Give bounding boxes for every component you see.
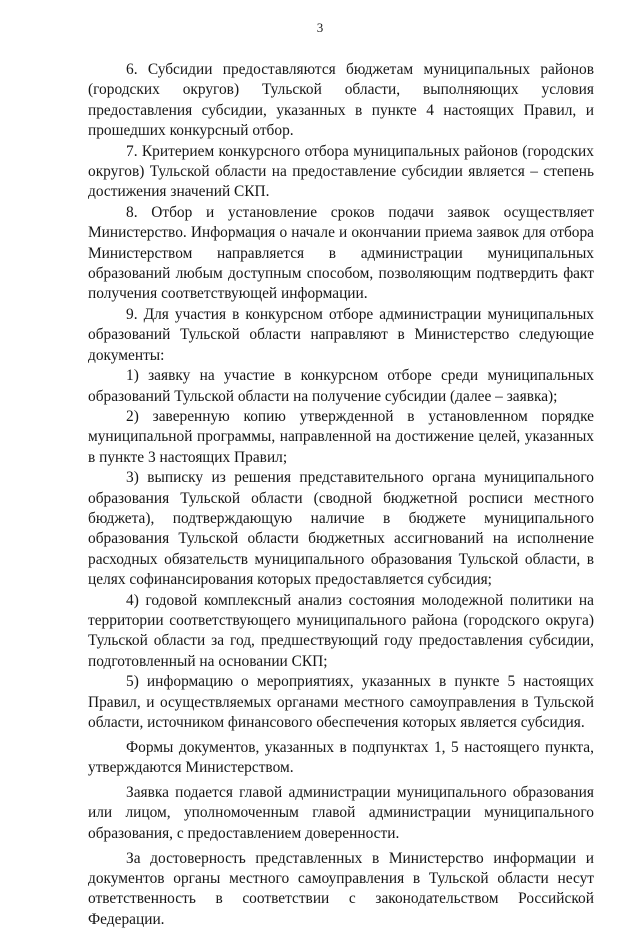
list-item-1-application: 1) заявку на участие в конкурсном отборе среди муниципальных образований Тульской области на получение субсидии (далее – заявка); [88,367,594,405]
paragraph-responsibility: За достоверность представленных в Министерство информации и документов органы местного самоуправления в Тульской области несут ответственность в соответствии с законодательством Российской Федерации. [88,849,594,928]
page-number: 3 [316,20,324,35]
paragraph-9-documents: 9. Для участия в конкурсном отборе администрации муниципальных образований Тульской области направляют в Министерство следующие документы: [88,305,594,364]
list-item-2-program-copy: 2) заверенную копию утвержденной в установленном порядке муниципальной программы, направленной на достижение целей, указанных в пункте 3 настоящих Правил; [88,407,594,466]
list-item-4-annual-analysis: 4) годовой комплексный анализ состояния молодежной политики на территории соответствующего муниципального района (городского округа) Тульской области за год, предшествующий году предоставления субсидии, подготовленный на основании СКП; [88,591,594,670]
paragraph-application-submission: Заявка подается главой администрации муниципального образования или лицом, уполномоченным главой администрации муниципального образования, с предоставлением доверенности. [88,784,594,842]
list-item-3-budget-extract: 3) выписку из решения представительного органа муниципального образования Тульской области (сводной бюджетной росписи местного бюджета), подтверждающую наличие в бюджете муниципального образования Тульской области бюджетных ассигнований на исполнение расходных обязательств муниципального образования Тульской области, в целях софинансирования которых предоставляется субсидия; [88,469,594,589]
paragraph-8-selection: 8. Отбор и установление сроков подачи заявок осуществляет Министерство. Информация о начале и окончании приема заявок для отбора Министерством направляется в администрации муниципальных образований любым доступным способом, позволяющим подтвердить факт получения соответствующей информации. [88,203,594,303]
document-body [88,60,594,930]
paragraph-7-criterion: 7. Критерием конкурсного отбора муниципальных районов (городских округов) Тульской области на предоставление субсидии является – степень достижения значений СКП. [88,142,594,201]
list-item-5-events-info: 5) информацию о мероприятиях, указанных в пункте 5 настоящих Правил, и осуществляемых органами местного самоуправления в Тульской области, источником финансового обеспечения которых является субсидия. [88,673,594,731]
paragraph-forms-approval: Формы документов, указанных в подпунктах 1, 5 настоящего пункта, утверждаются Министерством. [88,738,594,777]
paragraph-6-subsidies: 6. Субсидии предоставляются бюджетам муниципальных районов (городских округов) Тульской области, выполняющих условия предоставления субсидии, указанных в пункте 4 настоящих Правил, и прошедших конкурсный отбор. [88,61,594,140]
